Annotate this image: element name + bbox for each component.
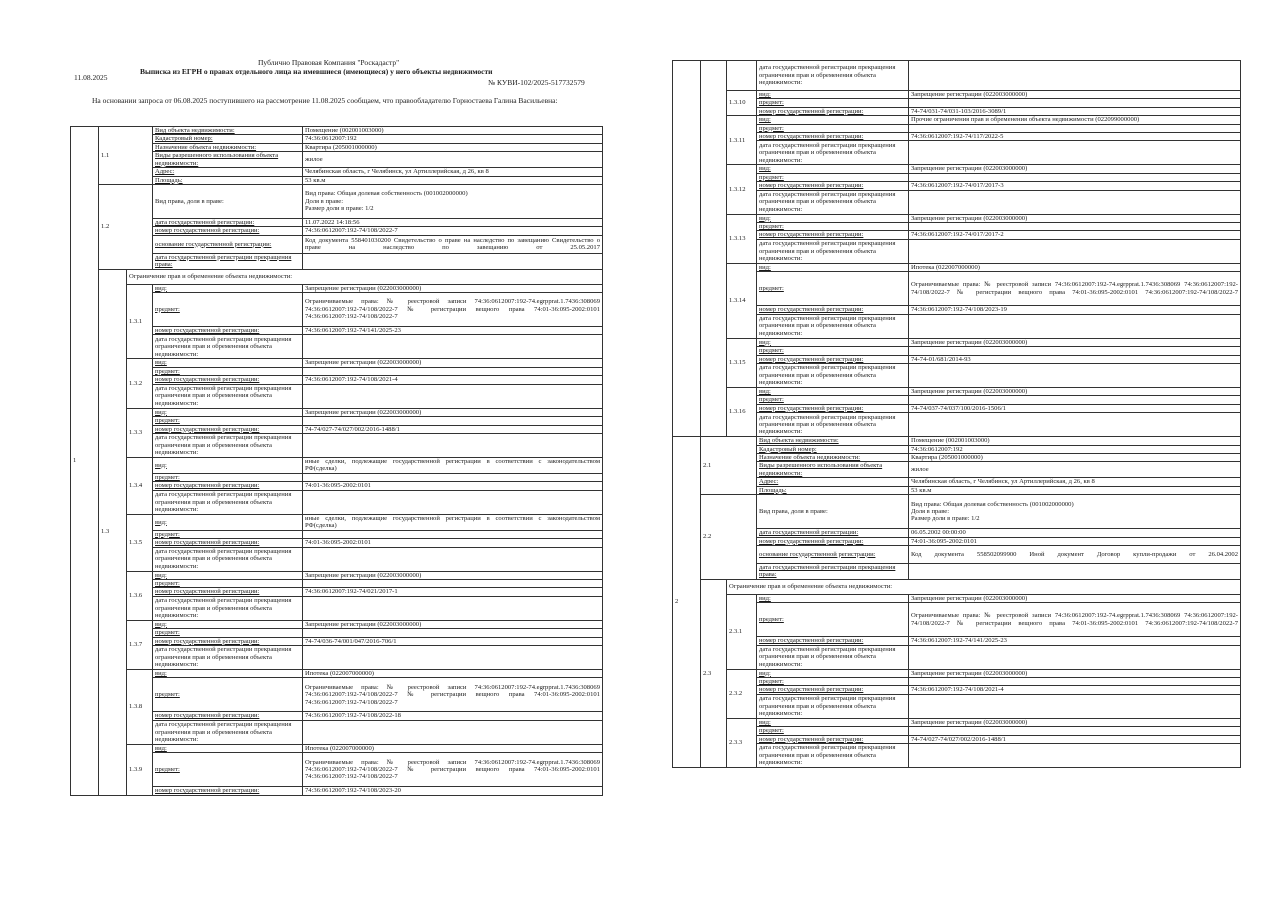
nomer-label: номер государственной регистрации:: [153, 376, 303, 384]
termination-date-label: дата государственной регистрации прекращения ограничения прав и обременения объекта недвижимости:: [757, 141, 909, 165]
vid-value: Запрещение регистрации (022003000000): [303, 408, 603, 416]
right-kind-line: Доля в праве:: [305, 197, 344, 205]
encumbrance-num: 1.3.16: [727, 387, 757, 436]
encumbrance-num: 1.3.5: [127, 514, 153, 571]
nomer-label: номер государственной регистрации:: [757, 231, 909, 239]
registration-value: Код документа 558502099900 Иной документ Договор купли-продажи от 26.04.2002: [909, 545, 1241, 563]
intro-text: На основании запроса от 06.08.2025 поступившего на рассмотрение 11.08.2025 сообщаем, что правообладателю Горностаева Галина Васильевна:: [92, 96, 558, 105]
predmet-value: [909, 223, 1241, 231]
nomer-value: 74-74/031-74/031-103/2016-3089/1: [909, 107, 1241, 115]
predmet-value: Ограничиваемые права: № реестровой записи 74:36:0612007:192-74.egrpprat.1.7436:308069 74:36:0612007:192-74/108/2022-7 № регистрации вещного права 74:01-36:095-2002:0101 74:36:0612007:192-74/108/2022-7: [909, 603, 1241, 637]
encumbrance-num: 1.3.2: [127, 359, 153, 408]
nomer-label: номер государственной регистрации:: [757, 355, 909, 363]
vid-label: вид:: [153, 744, 303, 752]
termination-date-label: дата государственной регистрации прекращения ограничения прав и обременения объекта недвижимости:: [757, 190, 909, 214]
field-label: Виды разрешенного использования объекта недвижимости:: [757, 462, 909, 478]
termination-date-value: [909, 363, 1241, 387]
section-1-num: 1: [71, 127, 99, 796]
field-label: Площадь:: [757, 486, 909, 494]
termination-date-label: дата государственной регистрации прекращения ограничения прав и обременения объекта недвижимости:: [153, 433, 303, 457]
vid-label: вид:: [757, 165, 909, 173]
termination-date-label: дата государственной регистрации прекращения ограничения прав и обременения объекта недвижимости:: [153, 596, 303, 620]
nomer-value: 74:36:0612007:192-74/017/2017-2: [909, 231, 1241, 239]
nomer-label: номер государственной регистрации:: [757, 637, 909, 645]
vid-label: вид:: [153, 284, 303, 292]
field-label: Площадь:: [153, 176, 303, 184]
field-value: 74:36:0612007:192: [303, 135, 603, 143]
predmet-label: предмет:: [757, 396, 909, 404]
right-kind-label: Вид права, доля в праве:: [757, 495, 909, 529]
termination-date-label: дата государственной регистрации прекращения ограничения прав и обременения объекта недвижимости:: [153, 490, 303, 514]
vid-value: Запрещение регистрации (022003000000): [909, 214, 1241, 222]
continuation-col: [701, 61, 727, 437]
document-number: № КУВИ-102/2025-517732579: [488, 78, 585, 87]
predmet-label: предмет:: [757, 603, 909, 637]
nomer-label: номер государственной регистрации:: [757, 306, 909, 314]
predmet-label: предмет:: [153, 530, 303, 538]
nomer-value: 74:36:0612007:192-74/108/2021-4: [303, 376, 603, 384]
predmet-value: [909, 124, 1241, 132]
right-page: [640, 0, 1280, 905]
termination-date-value: [909, 744, 1241, 768]
nomer-value: 74-74-01/681/2014-93: [909, 355, 1241, 363]
registration-value: [909, 563, 1241, 579]
encumbrance-num: 2.3.2: [727, 669, 757, 718]
field-value: Челябинская область, г Челябинск, ул Артиллерийская, д 26, кв 8: [303, 168, 603, 176]
encumbrance-num: 1.3.3: [127, 408, 153, 457]
encumbrance-num: 2.3.1: [727, 594, 757, 669]
predmet-label: предмет:: [757, 124, 909, 132]
predmet-value: [909, 173, 1241, 181]
termination-date-value: [909, 190, 1241, 214]
field-label: Кадастровый номер:: [153, 135, 303, 143]
predmet-value: [303, 530, 603, 538]
vid-value: Запрещение регистрации (022003000000): [909, 338, 1241, 346]
predmet-value: [909, 678, 1241, 686]
continuation-col: [673, 61, 701, 437]
subsection-1-3-num: 1.3: [99, 269, 127, 795]
predmet-value: [909, 347, 1241, 355]
predmet-value: [909, 727, 1241, 735]
nomer-value: 74:36:0612007:192-74/117/2022-5: [909, 133, 1241, 141]
vid-value: Запрещение регистрации (022003000000): [909, 594, 1241, 602]
termination-date-value: [909, 645, 1241, 669]
field-label: Кадастровый номер:: [757, 445, 909, 453]
document-title: Выписка из ЕГРН о правах отдельного лица на имевшиеся (имеющиеся) у него объекты недвижимости: [140, 67, 493, 76]
vid-label: вид:: [757, 116, 909, 124]
nomer-label: номер государственной регистрации:: [757, 107, 909, 115]
registration-label: номер государственной регистрации:: [153, 227, 303, 235]
document-date: 11.08.2025: [74, 73, 108, 82]
nomer-label: номер государственной регистрации:: [153, 482, 303, 490]
vid-value: Запрещение регистрации (022003000000): [909, 718, 1241, 726]
field-value: Помещение (002001003000): [303, 127, 603, 135]
termination-date-label: дата государственной регистрации прекращения ограничения прав и обременения объекта недвижимости:: [153, 720, 303, 744]
predmet-label: предмет:: [153, 473, 303, 481]
nomer-value: 74:36:0612007:192-74/017/2017-3: [909, 182, 1241, 190]
nomer-label: номер государственной регистрации:: [153, 539, 303, 547]
predmet-label: предмет:: [153, 417, 303, 425]
termination-date-value: [909, 61, 1241, 91]
encumbrance-num: 1.3.7: [127, 620, 153, 669]
predmet-label: предмет:: [757, 727, 909, 735]
termination-date-label: дата государственной регистрации прекращения ограничения прав и обременения объекта недвижимости:: [757, 744, 909, 768]
predmet-value: Ограничиваемые права: № реестровой записи 74:36:0612007:192-74.egrpprat.1.7436:308069 74:36:0612007:192-74/108/2022-7 № регистрации вещного права 74:01-36:095-2002:0101 74:36:0612007:192-74/108/2022-7: [303, 293, 603, 327]
predmet-value: [303, 579, 603, 587]
predmet-value: Ограничиваемые права: № реестровой записи 74:36:0612007:192-74.egrpprat.1.7436:308069 74:36:0612007:192-74/108/2022-7 № регистрации вещного права 74:01-36:095-2002:0101 74:36:0612007:192-74/108/2022-7: [303, 753, 603, 787]
nomer-label: номер государственной регистрации:: [757, 686, 909, 694]
encumbrance-num: 1.3.11: [727, 116, 757, 165]
vid-label: вид:: [757, 338, 909, 346]
predmet-label: предмет:: [757, 347, 909, 355]
vid-label: вид:: [757, 594, 909, 602]
subsection-2-1-num: 2.1: [701, 437, 757, 495]
vid-label: вид:: [757, 718, 909, 726]
nomer-value: 74-74/037-74/037/100/2016-1506/1: [909, 404, 1241, 412]
termination-date-value: [303, 645, 603, 669]
field-value: жилое: [303, 152, 603, 168]
registration-value: 74:01-36:095-2002:0101: [909, 537, 1241, 545]
right-kind-value: [303, 185, 603, 219]
subsection-2-2-num: 2.2: [701, 495, 757, 580]
vid-label: вид:: [757, 669, 909, 677]
termination-date-label: дата государственной регистрации прекращения ограничения прав и обременения объекта недвижимости:: [757, 314, 909, 338]
nomer-label: номер государственной регистрации:: [757, 133, 909, 141]
vid-value: Запрещение регистрации (022003000000): [909, 91, 1241, 99]
vid-label: вид:: [153, 457, 303, 473]
nomer-label: номер государственной регистрации:: [757, 404, 909, 412]
nomer-label: номер государственной регистрации:: [153, 637, 303, 645]
termination-date-value: [303, 596, 603, 620]
predmet-value: [303, 473, 603, 481]
vid-value: Запрещение регистрации (022003000000): [303, 284, 603, 292]
termination-date-value: [303, 433, 603, 457]
encumbrance-num: 1.3.13: [727, 214, 757, 263]
encumbrance-num: 1.3.12: [727, 165, 757, 214]
field-value: 53 кв.м: [303, 176, 603, 184]
termination-date-value: [909, 141, 1241, 165]
termination-date-label: дата государственной регистрации прекращения ограничения прав и обременения объекта недвижимости:: [153, 547, 303, 571]
field-value: Квартира (205001000000): [909, 453, 1241, 461]
predmet-label: предмет:: [757, 272, 909, 306]
termination-date-label: дата государственной регистрации прекращения ограничения прав и обременения объекта недвижимости:: [757, 239, 909, 263]
predmet-label: предмет:: [153, 293, 303, 327]
termination-date-value: [303, 547, 603, 571]
field-label: Адрес:: [153, 168, 303, 176]
predmet-value: Ограничиваемые права: № реестровой записи 74:36:0612007:192-74.egrpprat.1.7436:308069 74:36:0612007:192-74/108/2022-7 № регистрации вещного права 74:01-36:095-2002:0101 74:36:0612007:192-74/108/2022-7: [909, 272, 1241, 306]
vid-value: Запрещение регистрации (022003000000): [909, 165, 1241, 173]
termination-date-label: дата государственной регистрации прекращения ограничения прав и обременения объекта недвижимости:: [757, 645, 909, 669]
termination-date-value: [303, 384, 603, 408]
nomer-label: номер государственной регистрации:: [153, 425, 303, 433]
registration-label: дата государственной регистрации прекращения права:: [153, 253, 303, 269]
vid-label: вид:: [757, 91, 909, 99]
predmet-label: предмет:: [757, 223, 909, 231]
right-kind-line: Вид права: Общая долевая собственность (001002000000): [911, 500, 1074, 508]
vid-label: вид:: [757, 214, 909, 222]
predmet-value: [303, 629, 603, 637]
vid-label: вид:: [153, 571, 303, 579]
field-label: Вид объекта недвижимости:: [153, 127, 303, 135]
field-label: Назначение объекта недвижимости:: [153, 143, 303, 151]
nomer-value: 74:36:0612007:192-74/108/2023-20: [303, 787, 603, 795]
field-label: Адрес:: [757, 478, 909, 486]
predmet-value: [303, 367, 603, 375]
field-value: Квартира (205001000000): [303, 143, 603, 151]
field-value: 74:36:0612007:192: [909, 445, 1241, 453]
subsection-2-3-num: 2.3: [701, 579, 727, 767]
encumbrance-heading: Ограничение прав и обременение объекта недвижимости:: [127, 269, 603, 284]
predmet-label: предмет:: [153, 579, 303, 587]
registration-value: [303, 253, 603, 269]
vid-value: иные сделки, подлежащие государственной регистрации в соответствии с законодательством РФ(сделка): [303, 457, 603, 473]
field-label: Виды разрешенного использования объекта недвижимости:: [153, 152, 303, 168]
encumbrance-num: 1.3.8: [127, 669, 153, 744]
registration-value: Код документа 558401030200 Свидетельство о праве на наследство по завещанию Свидетельство о праве на наследство по завещанию от 25.05.2017: [303, 235, 603, 253]
field-value: 53 кв.м: [909, 486, 1241, 494]
vid-value: Ипотека (022007000000): [909, 263, 1241, 271]
registration-value: 74:36:0612007:192-74/108/2022-7: [303, 227, 603, 235]
nomer-value: 74-74/027-74/027/002/2016-1488/1: [303, 425, 603, 433]
company-name: Публично Правовая Компания "Роскадастр": [258, 58, 400, 67]
registration-label: дата государственной регистрации:: [153, 219, 303, 227]
registration-value: 11.07.2022 14:18:56: [303, 219, 603, 227]
nomer-label: номер государственной регистрации:: [153, 327, 303, 335]
encumbrance-num: 1.3.14: [727, 263, 757, 338]
termination-date-value: [909, 314, 1241, 338]
vid-label: вид:: [153, 514, 303, 530]
registration-label: дата государственной регистрации:: [757, 529, 909, 537]
vid-value: Прочие ограничения прав и обременения объекта недвижимости (022099000000): [909, 116, 1241, 124]
registration-label: основание государственной регистрации:: [153, 235, 303, 253]
predmet-label: предмет:: [153, 367, 303, 375]
vid-value: Ипотека (022007000000): [303, 669, 603, 677]
termination-date-label: дата государственной регистрации прекращения ограничения прав и обременения объекта недвижимости:: [757, 61, 909, 91]
predmet-label: предмет:: [153, 629, 303, 637]
nomer-label: номер государственной регистрации:: [757, 182, 909, 190]
subsection-1-1-num: 1.1: [99, 127, 153, 185]
vid-label: вид:: [153, 669, 303, 677]
nomer-value: 74:36:0612007:192-74/021/2017-1: [303, 588, 603, 596]
vid-label: вид:: [757, 387, 909, 395]
termination-date-label: дата государственной регистрации прекращения ограничения прав и обременения объекта недвижимости:: [757, 413, 909, 437]
nomer-value: 74-74/027-74/027/002/2016-1488/1: [909, 735, 1241, 743]
subsection-1-2-num: 1.2: [99, 185, 153, 270]
right-kind-value: [909, 495, 1241, 529]
termination-date-label: дата государственной регистрации прекращения ограничения прав и обременения объекта недвижимости:: [153, 384, 303, 408]
right-kind-line: Доля в праве:: [911, 507, 950, 515]
nomer-value: 74:36:0612007:192-74/108/2023-19: [909, 306, 1241, 314]
vid-value: Запрещение регистрации (022003000000): [303, 571, 603, 579]
encumbrance-num: [727, 61, 757, 91]
encumbrance-num: 1.3.10: [727, 91, 757, 116]
encumbrance-num: 1.3.6: [127, 571, 153, 620]
field-label: Назначение объекта недвижимости:: [757, 453, 909, 461]
termination-date-value: [909, 239, 1241, 263]
encumbrance-num: 1.3.9: [127, 744, 153, 795]
predmet-value: Ограничиваемые права: № реестровой записи 74:36:0612007:192-74.egrpprat.1.7436:308069 74:36:0612007:192-74/108/2022-7 № регистрации вещного права 74:01-36:095-2002:0101 74:36:0612007:192-74/108/2022-7: [303, 678, 603, 712]
termination-date-value: [303, 335, 603, 359]
right-kind-line: Размер доли в праве: 1/2: [305, 205, 374, 213]
predmet-value: [909, 396, 1241, 404]
nomer-value: 74:36:0612007:192-74/141/2025-23: [909, 637, 1241, 645]
encumbrance-num: 1.3.15: [727, 338, 757, 387]
registration-value: 06.05.2002 00:00:00: [909, 529, 1241, 537]
nomer-value: 74:36:0612007:192-74/108/2021-4: [909, 686, 1241, 694]
encumbrance-num: 1.3.1: [127, 284, 153, 359]
vid-value: Запрещение регистрации (022003000000): [303, 620, 603, 628]
nomer-value: 74:01-36:095-2002:0101: [303, 539, 603, 547]
registration-label: номер государственной регистрации:: [757, 537, 909, 545]
termination-date-value: [909, 694, 1241, 718]
termination-date-value: [303, 490, 603, 514]
nomer-value: 74:01-36:095-2002:0101: [303, 482, 603, 490]
predmet-value: [303, 417, 603, 425]
termination-date-label: дата государственной регистрации прекращения ограничения прав и обременения объекта недвижимости:: [757, 694, 909, 718]
predmet-label: предмет:: [757, 678, 909, 686]
encumbrance-heading: Ограничение прав и обременение объекта недвижимости:: [727, 579, 1241, 594]
vid-label: вид:: [153, 620, 303, 628]
egrn-table-left: [70, 126, 603, 796]
predmet-label: предмет:: [757, 99, 909, 107]
predmet-label: предмет:: [757, 173, 909, 181]
nomer-value: 74-74/036-74/001/047/2016-706/1: [303, 637, 603, 645]
termination-date-value: [303, 720, 603, 744]
egrn-table-right: [672, 60, 1241, 768]
vid-label: вид:: [153, 408, 303, 416]
predmet-label: предмет:: [153, 678, 303, 712]
field-value: жилое: [909, 462, 1241, 478]
encumbrance-num: 1.3.4: [127, 457, 153, 514]
vid-value: Ипотека (022007000000): [303, 744, 603, 752]
vid-value: Запрещение регистрации (022003000000): [303, 359, 603, 367]
predmet-label: предмет:: [153, 753, 303, 787]
nomer-label: номер государственной регистрации:: [153, 787, 303, 795]
field-value: Челябинская область, г Челябинск, ул Артиллерийская, д 26, кв 8: [909, 478, 1241, 486]
termination-date-label: дата государственной регистрации прекращения ограничения прав и обременения объекта недвижимости:: [153, 645, 303, 669]
field-label: Вид объекта недвижимости:: [757, 437, 909, 445]
termination-date-label: дата государственной регистрации прекращения ограничения прав и обременения объекта недвижимости:: [757, 363, 909, 387]
vid-value: иные сделки, подлежащие государственной регистрации в соответствии с законодательством РФ(сделка): [303, 514, 603, 530]
predmet-value: [909, 99, 1241, 107]
encumbrance-num: 2.3.3: [727, 718, 757, 767]
right-kind-line: Размер доли в праве: 1/2: [911, 515, 980, 523]
nomer-label: номер государственной регистрации:: [153, 588, 303, 596]
termination-date-label: дата государственной регистрации прекращения ограничения прав и обременения объекта недвижимости:: [153, 335, 303, 359]
vid-value: Запрещение регистрации (022003000000): [909, 387, 1241, 395]
registration-label: дата государственной регистрации прекращения права:: [757, 563, 909, 579]
nomer-label: номер государственной регистрации:: [153, 712, 303, 720]
section-2-num: 2: [673, 437, 701, 768]
vid-value: Запрещение регистрации (022003000000): [909, 669, 1241, 677]
registration-label: основание государственной регистрации:: [757, 545, 909, 563]
nomer-value: 74:36:0612007:192-74/141/2025-23: [303, 327, 603, 335]
vid-label: вид:: [153, 359, 303, 367]
nomer-value: 74:36:0612007:192-74/108/2022-18: [303, 712, 603, 720]
right-kind-label: Вид права, доля в праве:: [153, 185, 303, 219]
vid-label: вид:: [757, 263, 909, 271]
termination-date-value: [909, 413, 1241, 437]
nomer-label: номер государственной регистрации:: [757, 735, 909, 743]
right-kind-line: Вид права: Общая долевая собственность (001002000000): [305, 190, 468, 198]
field-value: Помещение (002001003000): [909, 437, 1241, 445]
